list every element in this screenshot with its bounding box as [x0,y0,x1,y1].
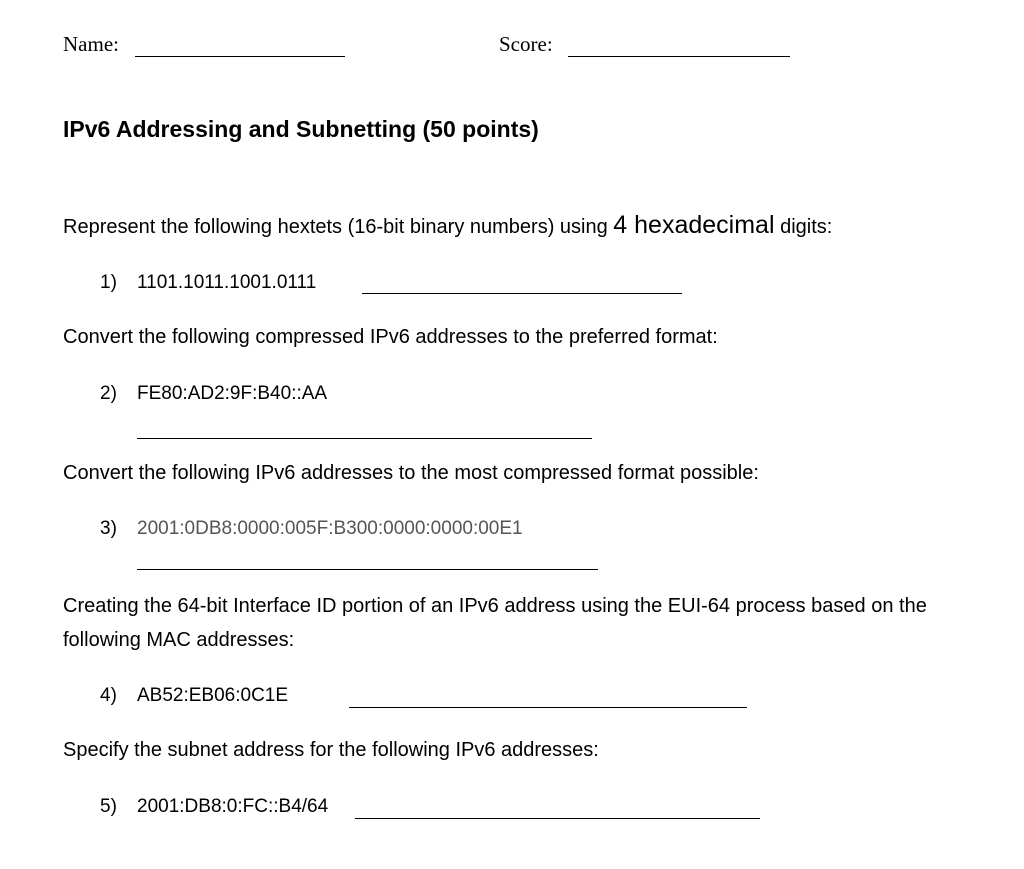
item-1-value: 1101.1011.1001.0111 [137,272,317,293]
item-5-value: 2001:DB8:0:FC::B4/64 [137,796,329,817]
item-3-number: 3) [100,518,117,539]
page-title: IPv6 Addressing and Subnetting (50 points) [63,116,539,142]
hextet-instruction-after: digits: [774,216,833,238]
hextet-instruction [63,211,832,240]
item-2-value: FE80:AD2:9F:B40::AA [137,383,328,404]
item-5-number: 5) [100,796,117,817]
item-1-number: 1) [100,272,117,293]
name-answer-line[interactable] [135,56,345,57]
item-2-answer-line[interactable] [137,438,592,439]
name-label: Name: [63,32,119,56]
hextet-instruction-emphasis: 4 hexadecimal [613,211,775,239]
eui64-instruction-line-2: following MAC addresses: [63,629,295,651]
item-4-number: 4) [100,685,117,706]
item-4-value: AB52:EB06:0C1E [137,685,289,706]
score-label: Score: [499,32,553,56]
item-1-answer-line[interactable] [362,293,682,294]
item-5-answer-line[interactable] [355,818,760,819]
score-answer-line[interactable] [568,56,790,57]
compressed-instruction: Convert the following IPv6 addresses to the most compressed format possible: [63,462,759,484]
item-3-value: 2001:0DB8:0000:005F:B300:0000:0000:00E1 [137,518,523,539]
hextet-instruction-before: Represent the following hextets (16-bit binary numbers) using [63,216,614,238]
eui64-instruction-line-1: Creating the 64-bit Interface ID portion of an IPv6 address using the EUI-64 process based on the [63,595,927,617]
preferred-instruction: Convert the following compressed IPv6 addresses to the preferred format: [63,326,718,348]
item-3-answer-line[interactable] [137,569,598,570]
item-4-answer-line[interactable] [349,707,747,708]
subnet-instruction: Specify the subnet address for the following IPv6 addresses: [63,739,599,761]
item-2-number: 2) [100,383,117,404]
